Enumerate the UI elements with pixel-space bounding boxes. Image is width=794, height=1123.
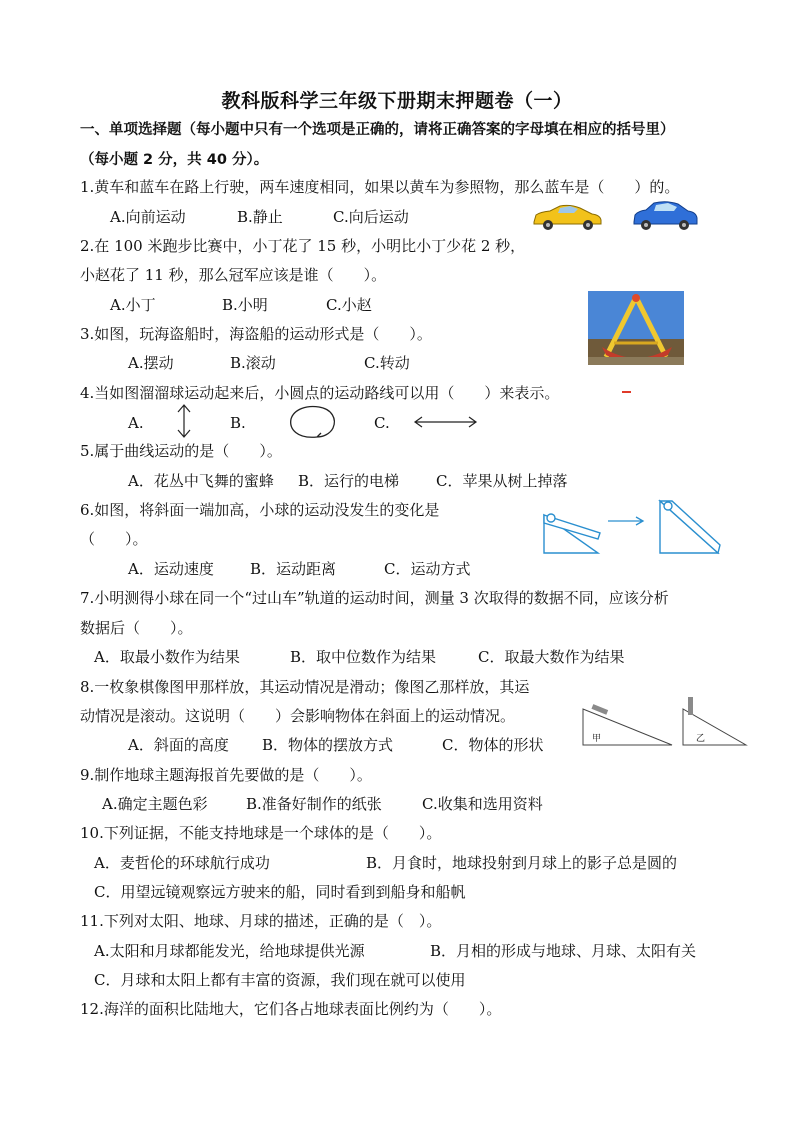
yellow-car-icon bbox=[530, 200, 604, 232]
q4-option-a: A. bbox=[128, 414, 144, 432]
q8-option-c: C．物体的形状 bbox=[442, 736, 544, 754]
q3-stem: 3.如图，玩海盗船时，海盗船的运动形式是（ ）。 bbox=[80, 325, 432, 343]
q12-stem: 12.海洋的面积比陆地大，它们各占地球表面比例约为（ ）。 bbox=[80, 1000, 502, 1018]
q7-option-c: C．取最大数作为结果 bbox=[478, 648, 625, 666]
ramp-chess-yi-icon bbox=[680, 695, 750, 749]
q9-stem: 9.制作地球主题海报首先要做的是（ ）。 bbox=[80, 766, 372, 784]
q1-stem: 1.黄车和蓝车在路上行驶，两车速度相同，如果以黄车为参照物，那么蓝车是（ ）的。 bbox=[80, 178, 680, 196]
q7-option-a: A．取最小数作为结果 bbox=[94, 648, 240, 666]
q1-option-b: B.静止 bbox=[237, 208, 283, 226]
q11-option-a: A.太阳和月球都能发光，给地球提供光源 bbox=[94, 942, 365, 960]
section-heading: 一、单项选择题（每小题中只有一个选项是正确的，请将正确答案的字母填在相应的括号里） bbox=[80, 122, 675, 138]
q5-option-c: C．苹果从树上掉落 bbox=[436, 472, 568, 490]
q4-option-b: B. bbox=[230, 414, 246, 432]
q11-stem: 11.下列对太阳、地球、月球的描述，正确的是（ ）。 bbox=[80, 912, 442, 930]
q5-option-a: A．花丛中飞舞的蜜蜂 bbox=[128, 472, 274, 490]
q8-stem-line1: 8.一枚象棋像图甲那样放，其运动情况是滑动；像图乙那样放，其运 bbox=[80, 678, 530, 696]
pirate-ship-photo bbox=[588, 291, 684, 365]
q8-option-a: A．斜面的高度 bbox=[128, 736, 229, 754]
q7-stem-line2: 数据后（ ）。 bbox=[80, 619, 193, 637]
q8-option-b: B．物体的摆放方式 bbox=[262, 736, 394, 754]
circle-path-icon bbox=[287, 403, 339, 441]
q10-stem: 10.下列证据，不能支持地球是一个球体的是（ ）。 bbox=[80, 824, 442, 842]
q5-option-b: B．运行的电梯 bbox=[298, 472, 400, 490]
q9-option-a: A.确定主题色彩 bbox=[102, 795, 208, 813]
ramp-low-icon bbox=[540, 505, 602, 557]
q4-stem: 4.当如图溜溜球运动起来后，小圆点的运动路线可以用（ ）来表示。 bbox=[80, 384, 560, 402]
right-arrow-icon bbox=[606, 515, 646, 527]
ramp-label-yi: 乙 bbox=[696, 734, 706, 744]
q2-option-c: C.小赵 bbox=[326, 296, 372, 314]
up-down-arrow-icon bbox=[175, 403, 193, 439]
q2-option-a: A.小丁 bbox=[110, 296, 156, 314]
q2-option-b: B.小明 bbox=[222, 296, 268, 314]
q9-option-c: C.收集和选用资料 bbox=[422, 795, 543, 813]
q6-stem-line1: 6.如图，将斜面一端加高，小球的运动没发生的变化是 bbox=[80, 501, 440, 519]
q3-option-a: A.摆动 bbox=[128, 354, 174, 372]
blue-car-icon bbox=[630, 198, 700, 232]
q11-option-b: B．月相的形成与地球、月球、太阳有关 bbox=[430, 942, 697, 960]
q3-option-b: B.滚动 bbox=[230, 354, 276, 372]
page-title: 教科版科学三年级下册期末押题卷（一） bbox=[221, 90, 573, 112]
q5-stem: 5.属于曲线运动的是（ ）。 bbox=[80, 442, 282, 460]
q6-option-b: B．运动距离 bbox=[250, 560, 337, 578]
q2-stem-line2: 小赵花了 11 秒，那么冠军应该是谁（ ）。 bbox=[80, 266, 387, 284]
yoyo-mark-icon bbox=[622, 390, 634, 394]
q6-option-c: C．运动方式 bbox=[384, 560, 471, 578]
section-note: （每小题 2 分，共 40 分）。 bbox=[80, 152, 269, 168]
q9-option-b: B.准备好制作的纸张 bbox=[246, 795, 382, 813]
q6-option-a: A．运动速度 bbox=[128, 560, 214, 578]
q8-stem-line2: 动情况是滚动。这说明（ ）会影响物体在斜面上的运动情况。 bbox=[80, 707, 516, 725]
q4-option-c: C. bbox=[374, 414, 390, 432]
q10-option-b: B．月食时，地球投射到月球上的影子总是圆的 bbox=[366, 854, 678, 872]
ramp-label-jia: 甲 bbox=[592, 734, 602, 744]
q10-option-a: A．麦哲伦的环球航行成功 bbox=[94, 854, 270, 872]
q1-option-c: C.向后运动 bbox=[333, 208, 409, 226]
q10-option-c: C．用望远镜观察远方驶来的船，同时看到到船身和船帆 bbox=[94, 883, 466, 901]
q7-option-b: B．取中位数作为结果 bbox=[290, 648, 437, 666]
left-right-arrow-icon bbox=[413, 414, 479, 430]
q11-option-c: C．月球和太阳上都有丰富的资源，我们现在就可以使用 bbox=[94, 971, 466, 989]
q1-option-a: A.向前运动 bbox=[110, 208, 186, 226]
q7-stem-line1: 7.小明测得小球在同一个“过山车”轨道的运动时间，测量 3 次取得的数据不同，应该分析 bbox=[80, 589, 669, 607]
ramp-chess-jia-icon bbox=[580, 697, 676, 749]
q3-option-c: C.转动 bbox=[364, 354, 410, 372]
ramp-high-icon bbox=[656, 497, 722, 557]
q2-stem-line1: 2.在 100 米跑步比赛中，小丁花了 15 秒，小明比小丁少花 2 秒， bbox=[80, 237, 526, 255]
q6-stem-line2: （ ）。 bbox=[80, 530, 148, 548]
